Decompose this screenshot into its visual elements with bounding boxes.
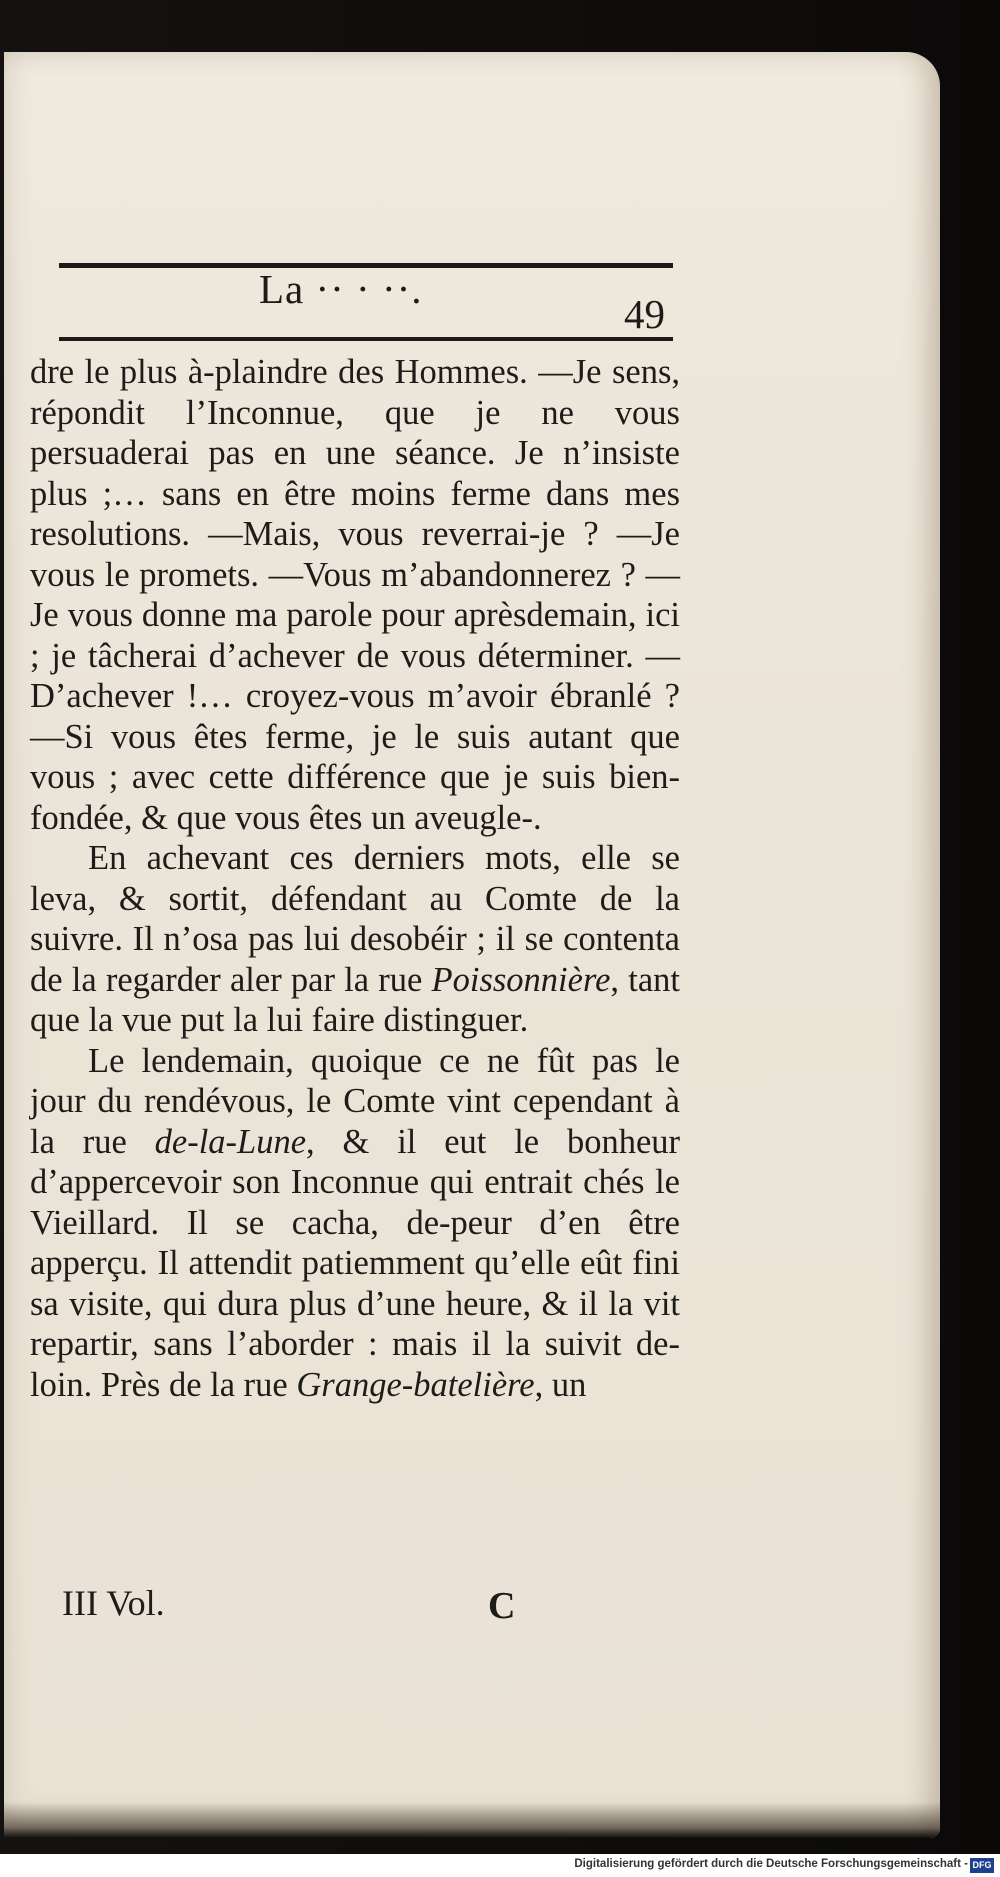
dfg-logo: DFG (970, 1858, 994, 1873)
paragraph-text: , & il eut le bonheur d’appercevoir son Inconnue qui entrait chés le Vieillard. Il se cacha, de-peur d’en être apperçu. Il attendit patiemment qu’elle eût fini sa visite, qui dura plus d’une heure, & il la vit repartir, sans l’aborder : mais il la suivit de-loin. Près de la rue (30, 1122, 681, 1404)
paragraph (30, 838, 680, 1041)
volume-signature: III Vol. (62, 1583, 165, 1623)
body-text (30, 352, 680, 1405)
street-name: Grange-batelière (296, 1365, 535, 1404)
street-name: Poissonnière (431, 960, 611, 999)
gathering-letter: C (488, 1585, 516, 1627)
paragraph-text: , un (534, 1365, 587, 1404)
paragraph (30, 352, 680, 838)
book-page (4, 52, 940, 1838)
paragraph-text: , tant que la vue put la lui faire distinguer. (30, 960, 680, 1039)
paragraph-text: dre le plus à-plaindre des Hommes. —Je sens, répondit l’Inconnue, que je ne vous persuaderai pas en une séance. Je n’insiste plus ;… sans en être moins ferme dans mes resolutions. —Mais, vous reverrai-je ? —Je vous le promets. —Vous m’abandonnerez ? —Je vous donne ma parole pour aprèsdemain, ici ; je tâcherai d’achever de vous déterminer. —D’achever !… croyez-vous m’avoir ébranlé ? —Si vous êtes ferme, je le suis autant que vous ; avec cette différence que je suis bien-fondée, & que vous êtes un aveugle-. (30, 353, 680, 837)
header-rule-bottom (59, 337, 673, 341)
running-head: La ·· · ··. (259, 266, 423, 312)
signature-line (62, 1582, 662, 1632)
paragraph (30, 1041, 680, 1406)
paragraph-text: En achevant ces derniers mots, elle se leva, & sortit, défendant au Comte de la suivre. Il n’osa pas lui desobéir ; il se contenta de la regarder aler par la rue (30, 839, 680, 999)
street-name: de-la-Lune (154, 1122, 307, 1161)
page-number: 49 (624, 291, 665, 337)
digitization-credit: Digitalisierung gefördert durch die Deutsche Forschungsgemeinschaft - (574, 1858, 968, 1870)
digitization-footer (0, 1854, 1000, 1877)
paragraph-text: Le lendemain, quoique ce ne fût pas le jour du rendévous, le Comte vint cependant à la rue (30, 1041, 680, 1161)
